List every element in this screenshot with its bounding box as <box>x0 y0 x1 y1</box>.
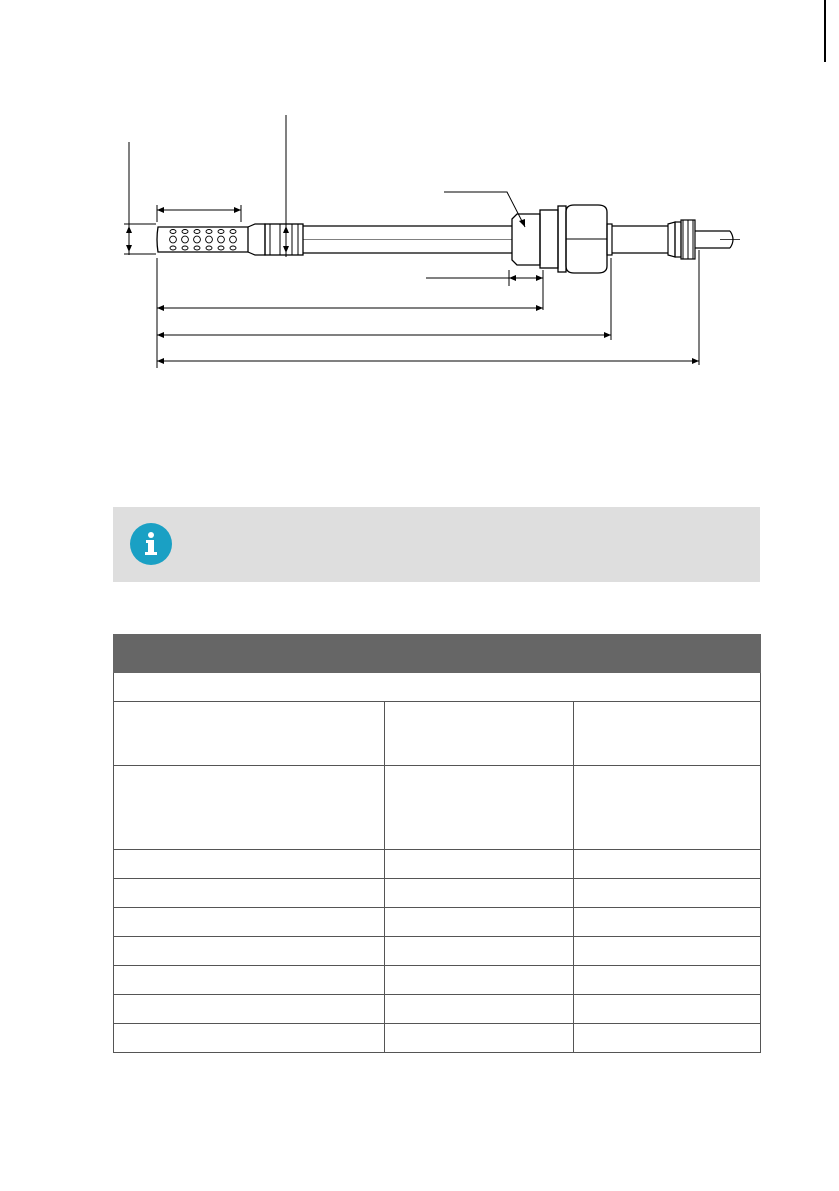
table-cell <box>114 1024 385 1053</box>
page-edge-mark <box>824 0 826 62</box>
table-cell <box>574 937 761 966</box>
table-cell <box>114 966 385 995</box>
table-cell <box>385 1024 574 1053</box>
specification-table <box>113 634 761 1053</box>
table-cell <box>114 766 385 850</box>
table-row <box>114 850 761 879</box>
table-row <box>114 1024 761 1053</box>
info-note-box <box>113 507 760 582</box>
table-cell <box>574 966 761 995</box>
probe-dimension-drawing <box>100 100 750 375</box>
table-cell <box>385 966 574 995</box>
table-cell <box>385 908 574 937</box>
table-cell <box>385 937 574 966</box>
table-row <box>114 966 761 995</box>
table-row <box>114 937 761 966</box>
table-row <box>114 995 761 1024</box>
table-cell <box>574 995 761 1024</box>
table-row <box>114 908 761 937</box>
filter-holes <box>170 230 237 251</box>
table-cell <box>385 995 574 1024</box>
table-row <box>114 766 761 850</box>
table-cell <box>574 702 761 766</box>
table-header <box>114 635 761 673</box>
table-cell <box>574 879 761 908</box>
table-cell <box>385 879 574 908</box>
table-subheader <box>114 673 761 702</box>
info-icon <box>130 523 172 565</box>
table-cell <box>385 850 574 879</box>
table-row <box>114 702 761 766</box>
table-cell <box>114 879 385 908</box>
table-cell <box>574 850 761 879</box>
table-cell <box>114 937 385 966</box>
table-cell <box>114 702 385 766</box>
table-cell <box>385 766 574 850</box>
table-cell <box>385 702 574 766</box>
table-cell <box>574 766 761 850</box>
table-cell <box>114 995 385 1024</box>
table-cell <box>574 908 761 937</box>
table-cell <box>574 1024 761 1053</box>
table-cell <box>114 908 385 937</box>
table-row <box>114 879 761 908</box>
table-cell <box>114 850 385 879</box>
